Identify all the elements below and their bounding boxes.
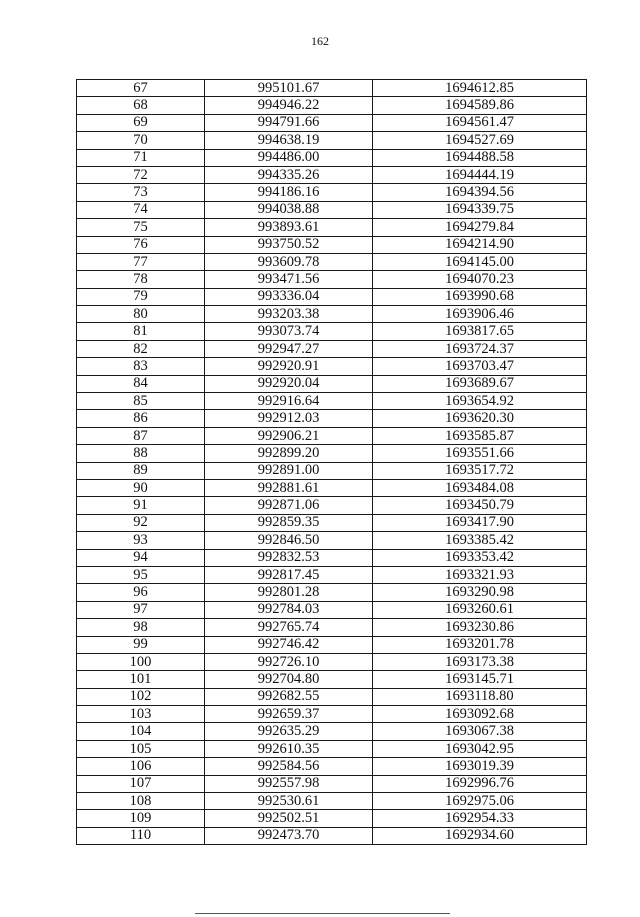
y-coordinate-cell: 1693620.30 — [373, 410, 587, 427]
point-number-cell: 109 — [77, 810, 205, 827]
table-row — [77, 723, 587, 740]
x-coordinate-cell: 992502.51 — [205, 810, 373, 827]
x-coordinate-cell: 993336.04 — [205, 288, 373, 305]
point-number-cell: 70 — [77, 132, 205, 149]
point-number-cell: 67 — [77, 80, 205, 97]
y-coordinate-cell: 1693417.90 — [373, 514, 587, 531]
table-row — [77, 236, 587, 253]
y-coordinate-cell: 1693019.39 — [373, 758, 587, 775]
y-coordinate-cell: 1693353.42 — [373, 549, 587, 566]
point-number-cell: 75 — [77, 219, 205, 236]
table-row — [77, 688, 587, 705]
point-number-cell: 106 — [77, 758, 205, 775]
point-number-cell: 92 — [77, 514, 205, 531]
y-coordinate-cell: 1693230.86 — [373, 619, 587, 636]
point-number-cell: 102 — [77, 688, 205, 705]
y-coordinate-cell: 1694279.84 — [373, 219, 587, 236]
x-coordinate-cell: 994038.88 — [205, 201, 373, 218]
point-number-cell: 105 — [77, 740, 205, 757]
x-coordinate-cell: 992832.53 — [205, 549, 373, 566]
point-number-cell: 96 — [77, 584, 205, 601]
page-number: 162 — [311, 34, 329, 48]
x-coordinate-cell: 992899.20 — [205, 445, 373, 462]
x-coordinate-cell: 994486.00 — [205, 149, 373, 166]
table-row — [77, 271, 587, 288]
coordinates-table — [76, 79, 587, 845]
table-row — [77, 619, 587, 636]
y-coordinate-cell: 1694394.56 — [373, 184, 587, 201]
y-coordinate-cell: 1693517.72 — [373, 462, 587, 479]
table-row — [77, 149, 587, 166]
y-coordinate-cell: 1692954.33 — [373, 810, 587, 827]
point-number-cell: 99 — [77, 636, 205, 653]
point-number-cell: 86 — [77, 410, 205, 427]
x-coordinate-cell: 992530.61 — [205, 793, 373, 810]
point-number-cell: 97 — [77, 601, 205, 618]
table-row — [77, 514, 587, 531]
table-row — [77, 827, 587, 844]
table-row — [77, 566, 587, 583]
x-coordinate-cell: 992682.55 — [205, 688, 373, 705]
table-row — [77, 393, 587, 410]
table-row — [77, 375, 587, 392]
y-coordinate-cell: 1693703.47 — [373, 358, 587, 375]
y-coordinate-cell: 1693067.38 — [373, 723, 587, 740]
y-coordinate-cell: 1694561.47 — [373, 114, 587, 131]
y-coordinate-cell: 1693551.66 — [373, 445, 587, 462]
x-coordinate-cell: 994791.66 — [205, 114, 373, 131]
table-row — [77, 706, 587, 723]
table-row — [77, 636, 587, 653]
y-coordinate-cell: 1693385.42 — [373, 532, 587, 549]
point-number-cell: 95 — [77, 566, 205, 583]
point-number-cell: 77 — [77, 253, 205, 270]
table-row — [77, 445, 587, 462]
point-number-cell: 80 — [77, 306, 205, 323]
x-coordinate-cell: 992746.42 — [205, 636, 373, 653]
y-coordinate-cell: 1693173.38 — [373, 653, 587, 670]
table-row — [77, 810, 587, 827]
point-number-cell: 101 — [77, 671, 205, 688]
point-number-cell: 90 — [77, 479, 205, 496]
y-coordinate-cell: 1692934.60 — [373, 827, 587, 844]
x-coordinate-cell: 992610.35 — [205, 740, 373, 757]
y-coordinate-cell: 1693321.93 — [373, 566, 587, 583]
point-number-cell: 78 — [77, 271, 205, 288]
y-coordinate-cell: 1693145.71 — [373, 671, 587, 688]
point-number-cell: 93 — [77, 532, 205, 549]
y-coordinate-cell: 1694444.19 — [373, 166, 587, 183]
x-coordinate-cell: 992473.70 — [205, 827, 373, 844]
x-coordinate-cell: 992906.21 — [205, 427, 373, 444]
x-coordinate-cell: 992859.35 — [205, 514, 373, 531]
point-number-cell: 84 — [77, 375, 205, 392]
point-number-cell: 82 — [77, 340, 205, 357]
x-coordinate-cell: 992912.03 — [205, 410, 373, 427]
table-row — [77, 549, 587, 566]
x-coordinate-cell: 992584.56 — [205, 758, 373, 775]
x-coordinate-cell: 992920.04 — [205, 375, 373, 392]
y-coordinate-cell: 1693260.61 — [373, 601, 587, 618]
point-number-cell: 79 — [77, 288, 205, 305]
x-coordinate-cell: 993471.56 — [205, 271, 373, 288]
x-coordinate-cell: 993893.61 — [205, 219, 373, 236]
table-row — [77, 340, 587, 357]
y-coordinate-cell: 1694214.90 — [373, 236, 587, 253]
x-coordinate-cell: 992557.98 — [205, 775, 373, 792]
point-number-cell: 110 — [77, 827, 205, 844]
point-number-cell: 107 — [77, 775, 205, 792]
y-coordinate-cell: 1693201.78 — [373, 636, 587, 653]
y-coordinate-cell: 1694070.23 — [373, 271, 587, 288]
y-coordinate-cell: 1694145.00 — [373, 253, 587, 270]
x-coordinate-cell: 993750.52 — [205, 236, 373, 253]
point-number-cell: 88 — [77, 445, 205, 462]
point-number-cell: 72 — [77, 166, 205, 183]
y-coordinate-cell: 1692975.06 — [373, 793, 587, 810]
x-coordinate-cell: 993203.38 — [205, 306, 373, 323]
x-coordinate-cell: 992920.91 — [205, 358, 373, 375]
x-coordinate-cell: 992891.00 — [205, 462, 373, 479]
table-row — [77, 219, 587, 236]
y-coordinate-cell: 1693724.37 — [373, 340, 587, 357]
table-row — [77, 323, 587, 340]
table-row — [77, 532, 587, 549]
y-coordinate-cell: 1693484.08 — [373, 479, 587, 496]
table-row — [77, 497, 587, 514]
table-row — [77, 253, 587, 270]
point-number-cell: 103 — [77, 706, 205, 723]
footer-rule — [195, 913, 450, 914]
table-row — [77, 479, 587, 496]
table-row — [77, 758, 587, 775]
point-number-cell: 73 — [77, 184, 205, 201]
y-coordinate-cell: 1694488.58 — [373, 149, 587, 166]
x-coordinate-cell: 992947.27 — [205, 340, 373, 357]
table-row — [77, 132, 587, 149]
point-number-cell: 98 — [77, 619, 205, 636]
point-number-cell: 100 — [77, 653, 205, 670]
table-row — [77, 740, 587, 757]
y-coordinate-cell: 1692996.76 — [373, 775, 587, 792]
point-number-cell: 81 — [77, 323, 205, 340]
point-number-cell: 85 — [77, 393, 205, 410]
table-row — [77, 427, 587, 444]
table-row — [77, 306, 587, 323]
x-coordinate-cell: 992765.74 — [205, 619, 373, 636]
table-row — [77, 601, 587, 618]
x-coordinate-cell: 994638.19 — [205, 132, 373, 149]
point-number-cell: 108 — [77, 793, 205, 810]
y-coordinate-cell: 1693689.67 — [373, 375, 587, 392]
y-coordinate-cell: 1693654.92 — [373, 393, 587, 410]
x-coordinate-cell: 993609.78 — [205, 253, 373, 270]
x-coordinate-cell: 995101.67 — [205, 80, 373, 97]
y-coordinate-cell: 1693585.87 — [373, 427, 587, 444]
x-coordinate-cell: 992817.45 — [205, 566, 373, 583]
point-number-cell: 74 — [77, 201, 205, 218]
x-coordinate-cell: 992635.29 — [205, 723, 373, 740]
x-coordinate-cell: 992801.28 — [205, 584, 373, 601]
table-row — [77, 114, 587, 131]
table-row — [77, 97, 587, 114]
table-row — [77, 166, 587, 183]
table-row — [77, 358, 587, 375]
point-number-cell: 76 — [77, 236, 205, 253]
y-coordinate-cell: 1693817.65 — [373, 323, 587, 340]
point-number-cell: 89 — [77, 462, 205, 479]
x-coordinate-cell: 992871.06 — [205, 497, 373, 514]
coordinates-table-body — [77, 80, 587, 845]
y-coordinate-cell: 1693118.80 — [373, 688, 587, 705]
y-coordinate-cell: 1694612.85 — [373, 80, 587, 97]
table-row — [77, 288, 587, 305]
y-coordinate-cell: 1694527.69 — [373, 132, 587, 149]
x-coordinate-cell: 992659.37 — [205, 706, 373, 723]
table-row — [77, 584, 587, 601]
table-row — [77, 201, 587, 218]
point-number-cell: 94 — [77, 549, 205, 566]
point-number-cell: 83 — [77, 358, 205, 375]
point-number-cell: 68 — [77, 97, 205, 114]
point-number-cell: 69 — [77, 114, 205, 131]
x-coordinate-cell: 992726.10 — [205, 653, 373, 670]
x-coordinate-cell: 992881.61 — [205, 479, 373, 496]
table-row — [77, 184, 587, 201]
y-coordinate-cell: 1693290.98 — [373, 584, 587, 601]
x-coordinate-cell: 994946.22 — [205, 97, 373, 114]
table-row — [77, 775, 587, 792]
table-row — [77, 410, 587, 427]
y-coordinate-cell: 1693906.46 — [373, 306, 587, 323]
table-row — [77, 793, 587, 810]
x-coordinate-cell: 993073.74 — [205, 323, 373, 340]
point-number-cell: 71 — [77, 149, 205, 166]
x-coordinate-cell: 992784.03 — [205, 601, 373, 618]
point-number-cell: 87 — [77, 427, 205, 444]
y-coordinate-cell: 1693990.68 — [373, 288, 587, 305]
y-coordinate-cell: 1693450.79 — [373, 497, 587, 514]
x-coordinate-cell: 992704.80 — [205, 671, 373, 688]
table-row — [77, 653, 587, 670]
y-coordinate-cell: 1693092.68 — [373, 706, 587, 723]
point-number-cell: 91 — [77, 497, 205, 514]
x-coordinate-cell: 992916.64 — [205, 393, 373, 410]
x-coordinate-cell: 992846.50 — [205, 532, 373, 549]
table-row — [77, 671, 587, 688]
table-row — [77, 462, 587, 479]
point-number-cell: 104 — [77, 723, 205, 740]
y-coordinate-cell: 1693042.95 — [373, 740, 587, 757]
x-coordinate-cell: 994335.26 — [205, 166, 373, 183]
y-coordinate-cell: 1694589.86 — [373, 97, 587, 114]
y-coordinate-cell: 1694339.75 — [373, 201, 587, 218]
table-row — [77, 80, 587, 97]
x-coordinate-cell: 994186.16 — [205, 184, 373, 201]
